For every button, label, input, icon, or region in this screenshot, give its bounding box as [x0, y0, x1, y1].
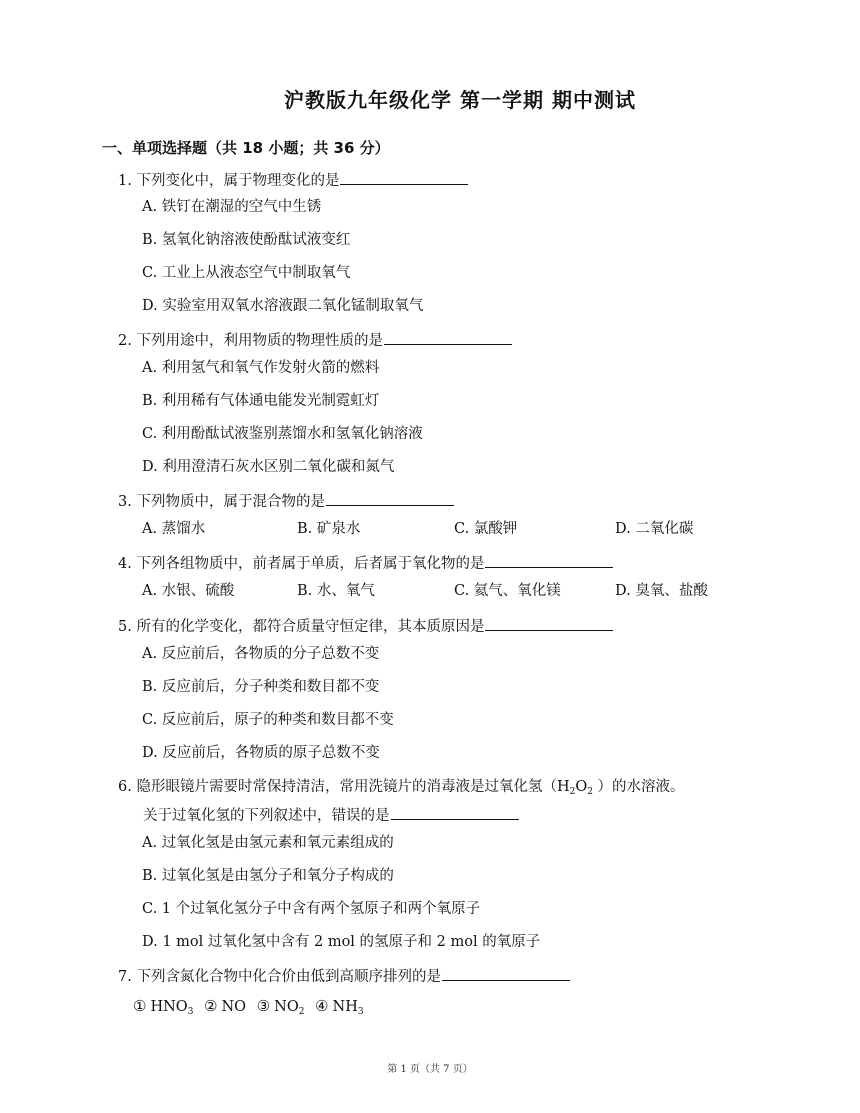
formula: NH — [332, 999, 358, 1015]
compound-list — [133, 996, 370, 1022]
compound-item — [133, 999, 193, 1015]
option-a: A. 过氧化氢是由氢元素和氧元素组成的 — [142, 835, 394, 851]
question-4 — [118, 553, 613, 574]
formula: NO — [221, 999, 247, 1015]
answer-blank — [442, 966, 570, 981]
item-number: ② — [204, 997, 218, 1015]
answer-blank — [485, 553, 613, 568]
option-b: B. 利用稀有气体通电能发光制霓虹灯 — [142, 393, 380, 409]
page-footer: 第 1 页（共 7 页） — [387, 1064, 473, 1075]
option-c: C. 工业上从液态空气中制取氧气 — [142, 265, 351, 281]
option-a: A. 铁钉在潮湿的空气中生锈 — [142, 199, 322, 215]
option-d: D. 1 mol 过氧化氢中含有 2 mol 的氢原子和 2 mol 的氧原子 — [142, 934, 541, 950]
subscript: 2 — [587, 787, 593, 797]
question-stem: 5. 所有的化学变化，都符合质量守恒定律，其本质原因是 — [118, 619, 485, 635]
option-b: B. 水、氧气 — [297, 583, 375, 599]
subscript: 2 — [569, 787, 576, 797]
question-3 — [118, 491, 454, 512]
option-b: B. 过氧化氢是由氢分子和氧分子构成的 — [142, 868, 394, 884]
document-title: 沪教版九年级化学 第一学期 期中测试 — [284, 88, 636, 112]
option-c: C. 利用酚酞试液鉴别蒸馏水和氢氧化钠溶液 — [142, 426, 423, 442]
option-d: D. 实验室用双氧水溶液跟二氧化锰制取氧气 — [142, 298, 424, 314]
section-heading: 一、单项选择题（共 18 小题；共 36 分） — [102, 139, 390, 157]
formula-part: O — [575, 779, 588, 795]
compound-item — [257, 999, 305, 1015]
question-2 — [118, 330, 512, 351]
question-7 — [118, 966, 570, 987]
option-d: D. 臭氧、盐酸 — [615, 583, 708, 599]
question-1 — [118, 170, 468, 191]
question-stem: 关于过氧化氢的下列叙述中，错误的是 — [143, 808, 390, 824]
question-5 — [118, 616, 613, 637]
question-stem: 6. 隐形眼镜片需要时常保持清洁，常用洗镜片的消毒液是过氧化氢（H — [118, 779, 570, 795]
question-6 — [118, 777, 685, 802]
compound-item — [315, 999, 364, 1015]
option-d: D. 利用澄清石灰水区别二氧化碳和氮气 — [142, 459, 395, 475]
option-b: B. 反应前后，分子种类和数目都不变 — [142, 679, 380, 695]
option-c: C. 氦气、氧化镁 — [454, 583, 561, 599]
answer-blank — [391, 805, 519, 820]
option-a: A. 利用氢气和氧气作发射火箭的燃料 — [142, 360, 380, 376]
option-b: B. 矿泉水 — [297, 521, 361, 537]
question-stem: 4. 下列各组物质中，前者属于单质，后者属于氧化物的是 — [118, 556, 485, 572]
option-a: A. 蒸馏水 — [142, 521, 206, 537]
subscript: 3 — [357, 1007, 364, 1017]
answer-blank — [384, 330, 512, 345]
subscript: 3 — [187, 1007, 194, 1017]
question-6-line2 — [143, 805, 519, 826]
answer-blank — [326, 491, 454, 506]
option-a: A. 水银、硫酸 — [142, 583, 235, 599]
subscript: 2 — [298, 1007, 305, 1017]
formula: HNO — [150, 999, 188, 1015]
option-c: C. 1 个过氧化氢分子中含有两个氢原子和两个氧原子 — [142, 901, 481, 917]
formula: NO — [274, 999, 299, 1015]
item-number: ③ — [256, 997, 271, 1015]
question-stem: 3. 下列物质中，属于混合物的是 — [118, 494, 325, 510]
question-stem: 2. 下列用途中，利用物质的物理性质的是 — [118, 333, 383, 349]
question-stem: 7. 下列含氮化合物中化合价由低到高顺序排列的是 — [118, 969, 441, 985]
answer-blank — [485, 616, 613, 631]
option-d: D. 反应前后，各物质的原子总数不变 — [142, 745, 380, 761]
option-d: D. 二氧化碳 — [615, 521, 694, 537]
question-stem-end: ）的水溶液。 — [592, 779, 685, 795]
item-number: ① — [133, 997, 147, 1015]
option-c: C. 氯酸钾 — [454, 521, 518, 537]
option-a: A. 反应前后，各物质的分子总数不变 — [142, 646, 380, 662]
option-c: C. 反应前后，原子的种类和数目都不变 — [142, 712, 394, 728]
option-b: B. 氢氧化钠溶液使酚酞试液变红 — [142, 232, 351, 248]
compound-item — [204, 999, 246, 1015]
answer-blank — [340, 170, 468, 185]
question-stem: 1. 下列变化中，属于物理变化的是 — [118, 173, 340, 189]
item-number: ④ — [315, 997, 329, 1015]
